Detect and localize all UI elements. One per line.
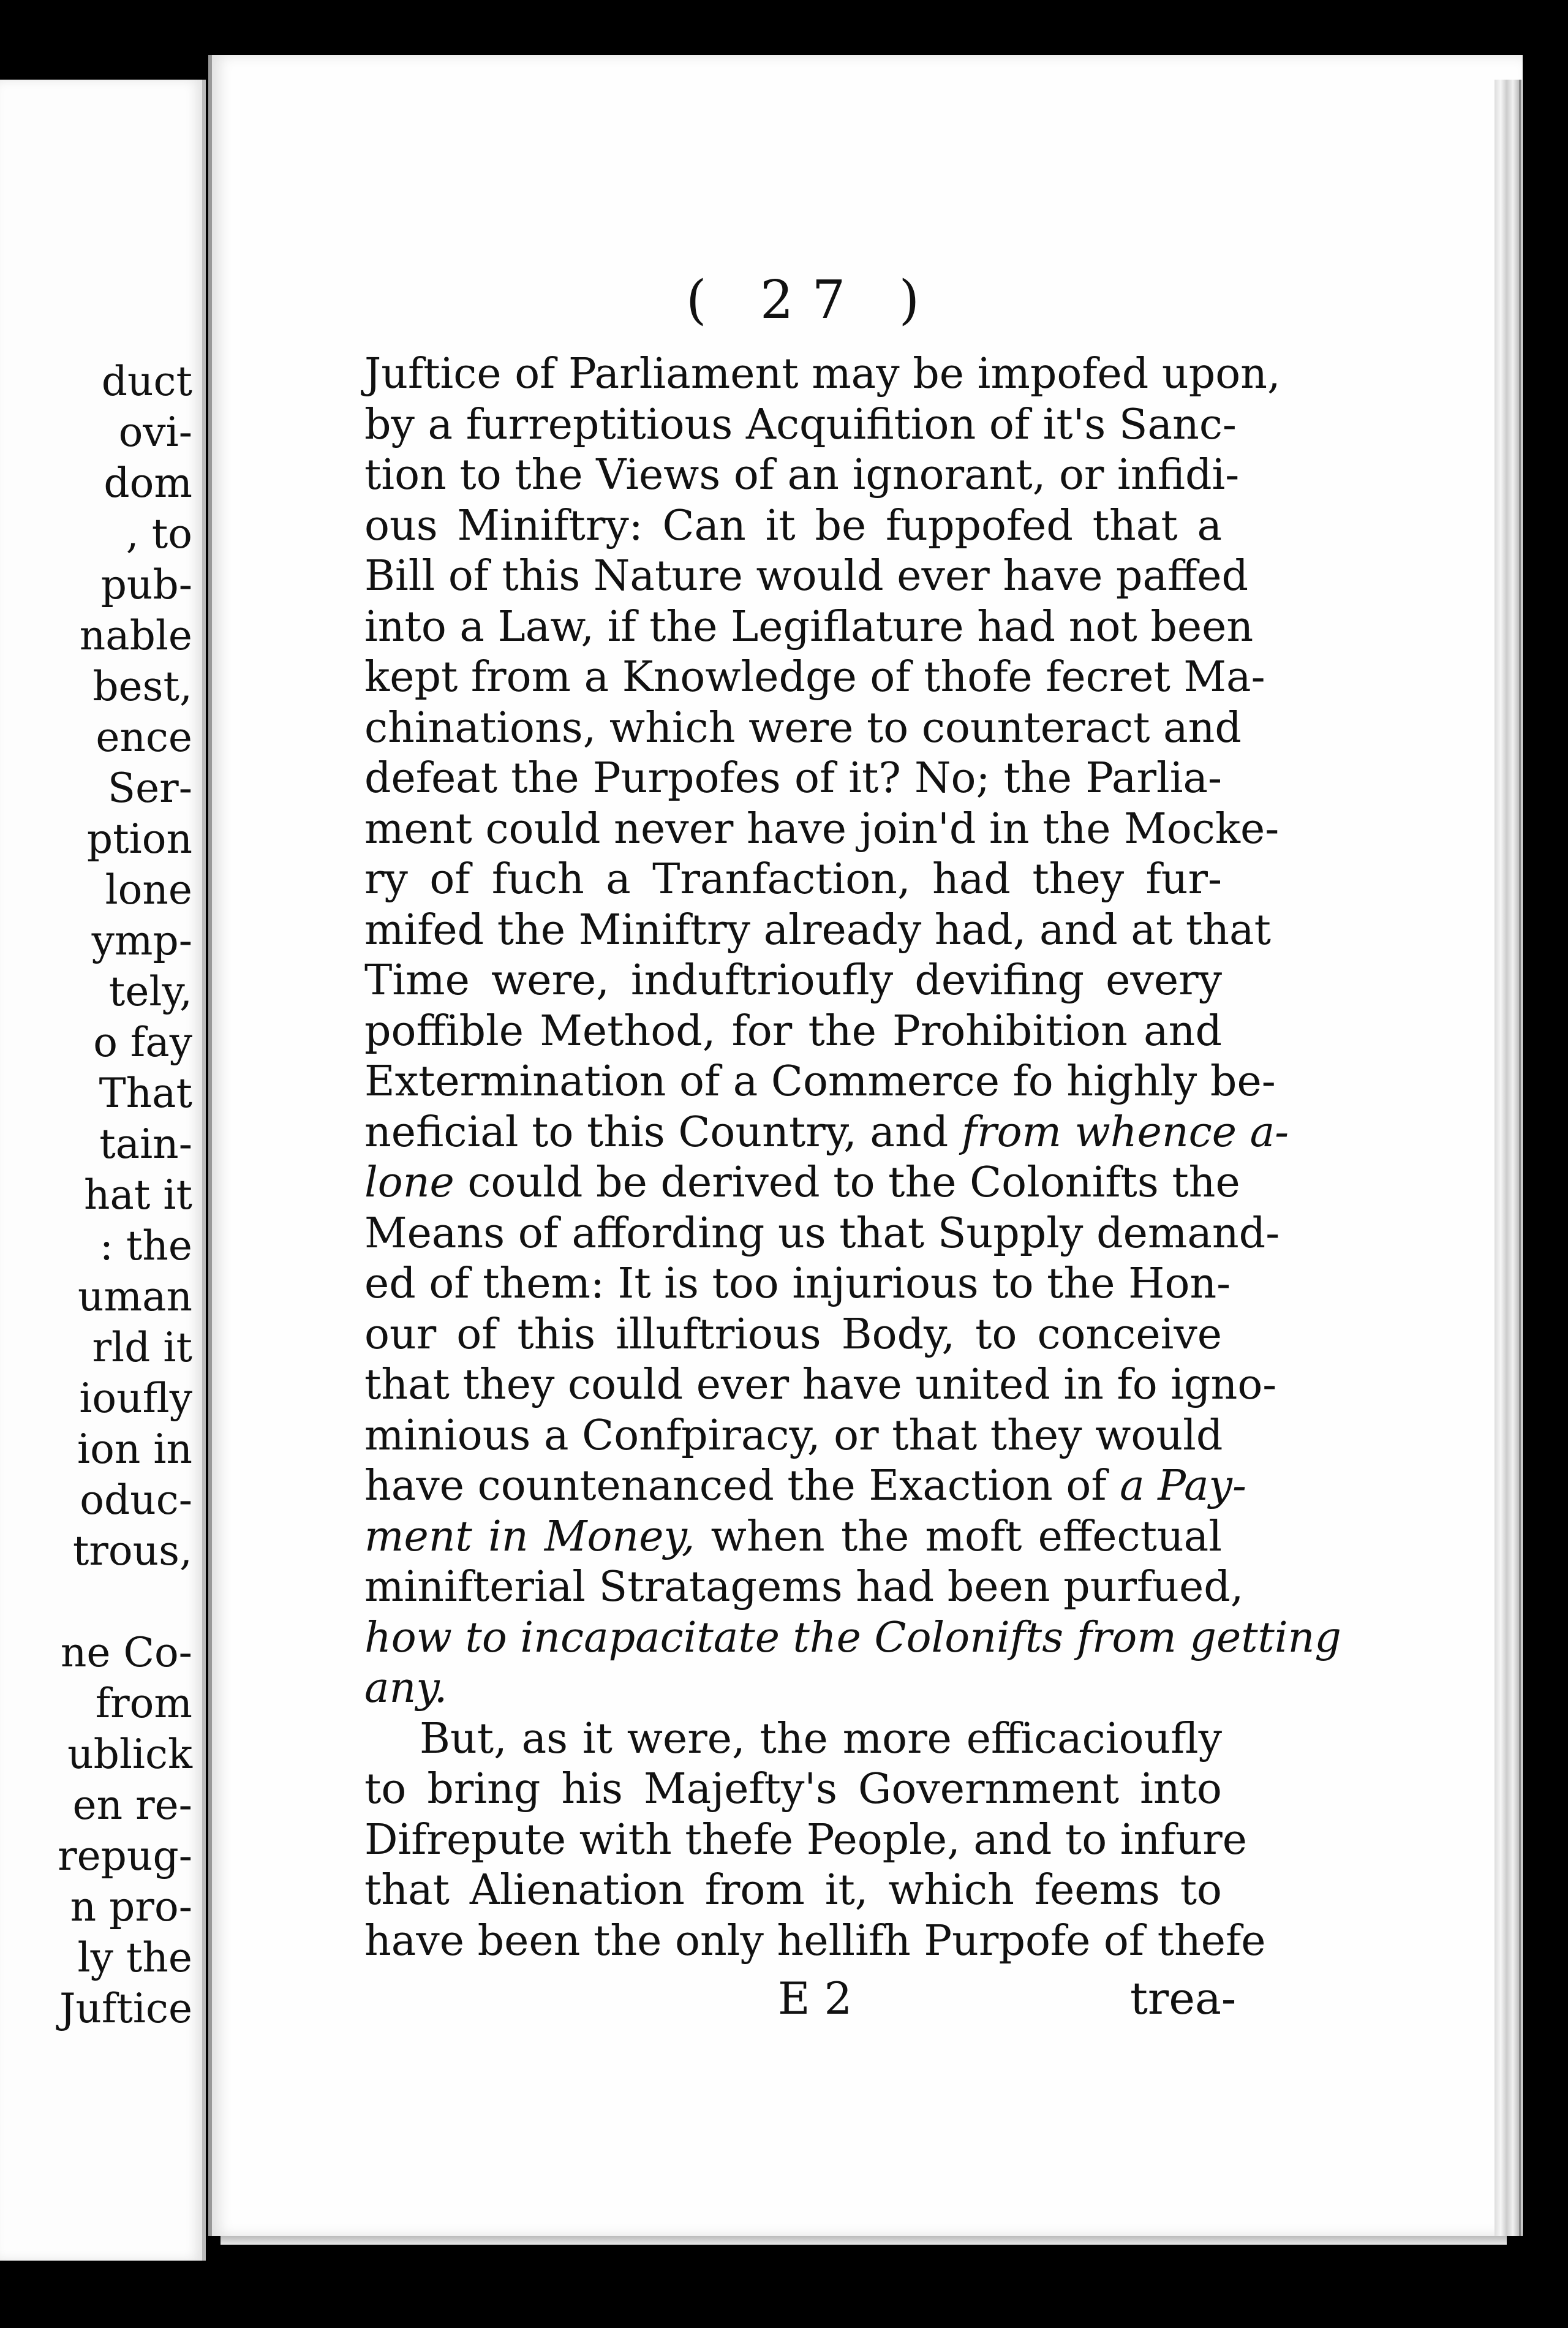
text-line: to bring his Majefty's Government into — [364, 1765, 1222, 1813]
page-number: ( 27 ) — [686, 270, 938, 331]
text-line: Bill of this Nature would ever have paffed — [364, 552, 1249, 600]
text-run: could be derived to the Colonifts the — [454, 1158, 1240, 1207]
left-page-line: best, — [92, 663, 192, 710]
left-page-line: tain- — [99, 1121, 192, 1168]
left-page-line: oduc- — [80, 1476, 192, 1524]
text-line: ed of them: It is too injurious to the Hon- — [364, 1260, 1231, 1308]
body-text — [364, 349, 1341, 1967]
italic-text: ment in Money, — [364, 1512, 695, 1561]
text-line: Time were, induftrioufly devifing every — [364, 956, 1222, 1005]
italic-text: from whence a- — [961, 1108, 1289, 1157]
text-line — [364, 1663, 1222, 1714]
left-page-line: ovi- — [118, 409, 192, 456]
text-line: into a Law, if the Legiflature had not been — [364, 602, 1254, 651]
text-line — [364, 1461, 1246, 1512]
left-page-line: Ser- — [107, 765, 192, 812]
left-page-line: repug- — [58, 1832, 192, 1880]
left-page-line: Juftice — [59, 1985, 192, 2032]
text-line: ment could never have join'd in the Mocke- — [364, 804, 1280, 853]
text-line — [364, 1512, 1222, 1563]
text-line: ry of fuch a Tranfaction, had they fur- — [364, 855, 1222, 904]
signature-mark: E 2 — [778, 1973, 853, 2024]
italic-text: any. — [364, 1664, 448, 1712]
previous-page — [0, 80, 206, 2261]
left-page-line: That — [99, 1070, 192, 1117]
left-page-line: ioufly — [79, 1375, 192, 1422]
left-page-line: ymp- — [91, 917, 192, 964]
left-page-line: ublick — [67, 1731, 192, 1778]
left-page-line: , to — [126, 510, 192, 557]
left-page-line: ion in — [77, 1426, 192, 1473]
left-page-line: rld it — [92, 1324, 192, 1371]
text-line: poffible Method, for the Prohibition and — [364, 1007, 1222, 1056]
left-page-line: : the — [99, 1222, 192, 1269]
text-line: minious a Confpiracy, or that they would — [364, 1411, 1223, 1460]
text-line: that Alienation from it, which feems to — [364, 1866, 1222, 1914]
text-run: when the moft effectual — [695, 1512, 1222, 1561]
text-line: Juftice of Parliament may be impofed upon, — [364, 350, 1281, 398]
left-page-line: lone — [105, 866, 192, 913]
left-page-line: n pro- — [70, 1883, 192, 1930]
left-page-line: from — [95, 1680, 192, 1727]
paragraph-start: But, as it were, the more efficacioufly — [420, 1714, 1222, 1763]
text-line: chinations, which were to counteract and — [364, 703, 1242, 752]
left-page-line: uman — [78, 1273, 192, 1320]
left-page-line: nable — [79, 612, 192, 659]
page-bottom-edge — [221, 2236, 1507, 2245]
text-line: kept from a Knowledge of thofe fecret Ma- — [364, 653, 1265, 701]
text-line: our of this illuftrious Body, to conceive — [364, 1310, 1222, 1359]
left-page-line: o fay — [93, 1019, 192, 1066]
left-page-line: dom — [104, 459, 192, 507]
left-page-line: ly the — [77, 1934, 192, 1981]
text-line: ous Miniftry: Can it be fuppofed that a — [364, 501, 1222, 550]
text-line: have been the only hellifh Purpofe of thefe — [364, 1916, 1266, 1965]
page-edge — [1494, 80, 1521, 2236]
text-line — [364, 1108, 1289, 1158]
left-page-line: ence — [96, 714, 192, 761]
text-line — [364, 1613, 1341, 1664]
left-page-line: pub- — [100, 561, 192, 608]
text-run: neficial to this Country, and — [364, 1108, 949, 1157]
text-line: that they could ever have united in fo igno- — [364, 1361, 1277, 1409]
left-page-line: tely, — [108, 968, 192, 1015]
text-line: tion to the Views of an ignorant, or infidi- — [364, 451, 1240, 499]
text-run: have countenanced the Exaction of — [364, 1462, 1107, 1510]
italic-text: a Pay- — [1120, 1462, 1246, 1510]
text-line: Means of affording us that Supply demand- — [364, 1209, 1280, 1258]
text-line: Extermination of a Commerce fo highly be- — [364, 1057, 1276, 1106]
text-line: defeat the Purpofes of it? No; the Parlia- — [364, 754, 1222, 803]
italic-text: how to incapacitate the Colonifts from getting — [364, 1613, 1341, 1662]
left-page-line: hat it — [84, 1171, 192, 1219]
left-page-line: duct — [101, 358, 192, 405]
text-line: minifterial Stratagems had been purfued, — [364, 1563, 1244, 1611]
left-page-line: en re- — [72, 1782, 192, 1829]
text-line: by a furreptitious Acquifition of it's Sanc- — [364, 400, 1237, 449]
left-page-line: trous, — [72, 1527, 192, 1574]
italic-text: lone — [364, 1158, 454, 1207]
text-line: mifed the Miniftry already had, and at that — [364, 905, 1271, 954]
left-page-line: ption — [86, 815, 192, 863]
catchword: trea- — [1130, 1973, 1237, 2024]
left-page-line: ne Co- — [60, 1629, 192, 1676]
text-line: Difrepute with thefe People, and to infure — [364, 1815, 1248, 1864]
text-line — [364, 1158, 1240, 1209]
